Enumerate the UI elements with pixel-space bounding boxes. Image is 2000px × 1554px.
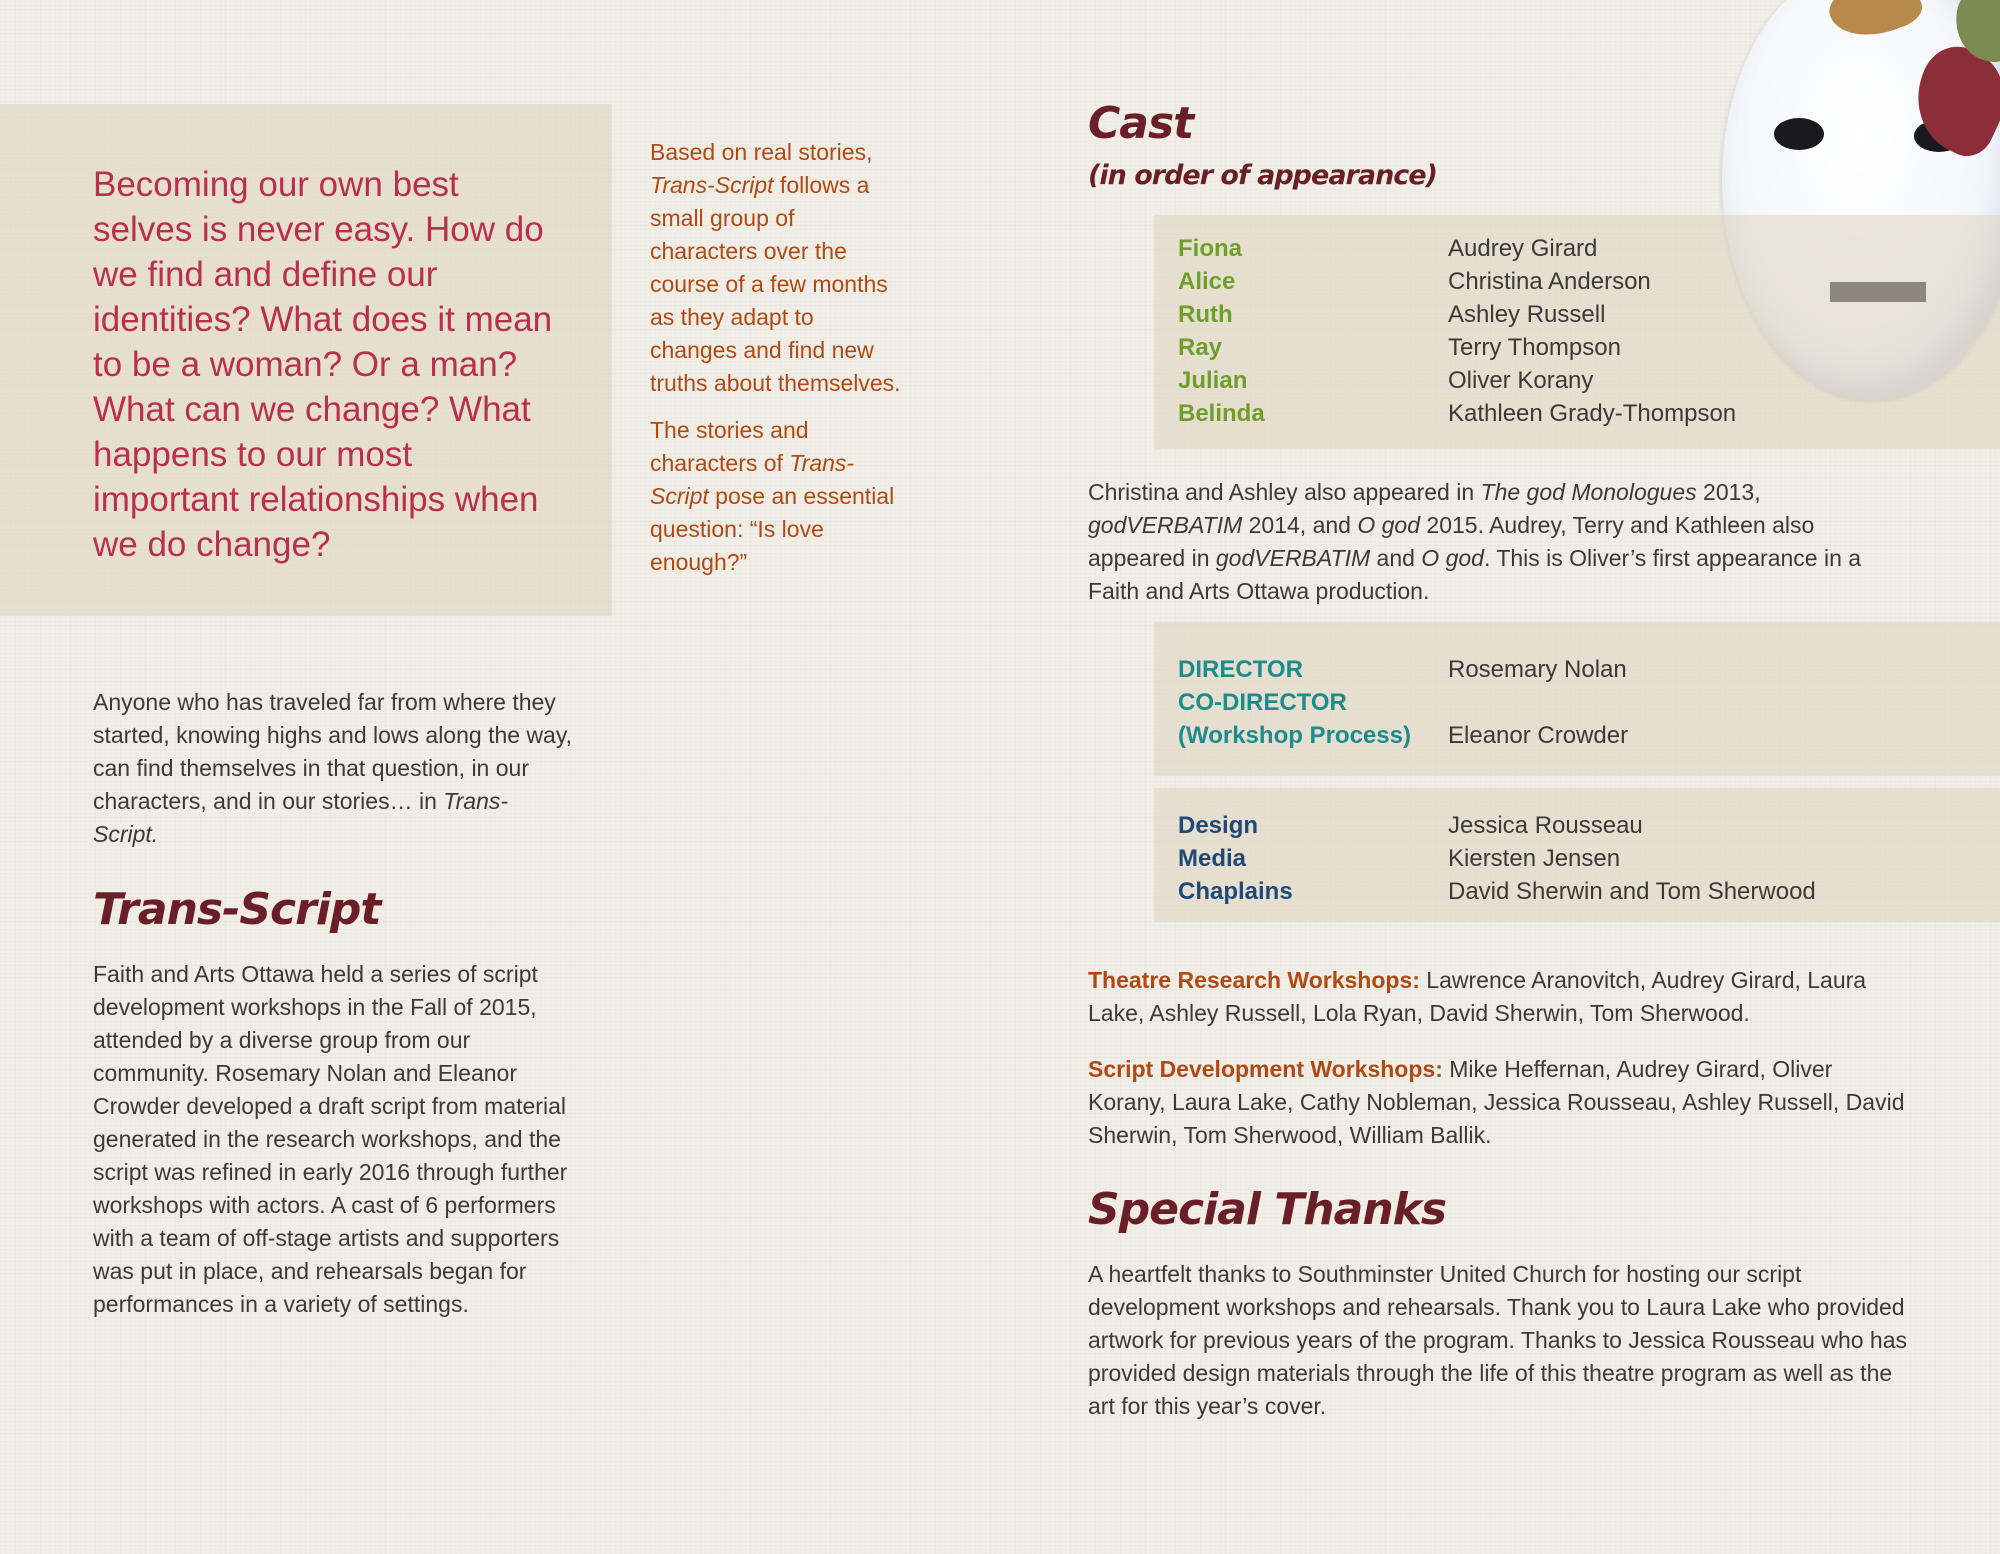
cast-actor: Audrey Girard <box>1448 235 1598 262</box>
cast-heading: Cast <box>1088 98 1194 149</box>
trans-script-heading: Trans-Script <box>93 884 381 935</box>
research-workshops-names: Lawrence Aranovitch, Audrey Girard, Laura Lake, Ashley Russell, Lola Ryan, David Sherwin, Tom Sherwood. <box>1088 967 1867 1026</box>
script-workshops <box>1088 1053 1908 1152</box>
crew-name: Jessica Rousseau <box>1448 812 1643 839</box>
crew-list <box>1178 809 1816 908</box>
cast-list <box>1178 232 1736 430</box>
codirector-row <box>1178 686 1628 719</box>
codirector-name: Eleanor Crowder <box>1448 722 1629 749</box>
cast-row <box>1178 331 1736 364</box>
cast-row <box>1178 397 1736 430</box>
sidebar-text-span: The stories and characters of <box>650 417 809 476</box>
cast-row <box>1178 232 1736 265</box>
research-workshops-label: Theatre Research Workshops: <box>1088 967 1420 993</box>
cast-role: Ruth <box>1178 301 1233 328</box>
crew-name: David Sherwin and Tom Sherwood <box>1448 878 1816 905</box>
cast-note-text: 2014, and <box>1242 512 1358 538</box>
cast-role: Belinda <box>1178 400 1265 427</box>
intro-quote: Becoming our own best selves is never easy. How do we find and define our identities? What does it mean to be a woman? Or a man? What can we change? What happens to our most important relationships when we do change? <box>93 165 553 564</box>
sidebar-text-span: Based on real stories, <box>650 139 873 165</box>
cast-role: Julian <box>1178 367 1248 394</box>
cast-subheading: (in order of appearance) <box>1088 160 1437 191</box>
sidebar-text-span: pose an essential question: “Is love enough?” <box>650 483 895 575</box>
crew-role: Chaplains <box>1178 878 1293 905</box>
production-title: O god <box>1357 512 1421 538</box>
show-title-italic: Trans-Script. <box>93 788 509 847</box>
crew-name: Kiersten Jensen <box>1448 845 1621 872</box>
cast-note-text: . This is Oliver’s first appearance in a Faith and Arts Ottawa production. <box>1088 545 1862 604</box>
script-workshops-names: Mike Heffernan, Audrey Girard, Oliver Korany, Laura Lake, Cathy Nobleman, Jessica Rousseau, Ashley Russell, David Sherwin, Tom Sherwood, William Ballik. <box>1088 1056 1905 1148</box>
director-name: Rosemary Nolan <box>1448 656 1627 683</box>
cast-row <box>1178 298 1736 331</box>
cast-role: Alice <box>1178 268 1236 295</box>
special-thanks-heading: Special Thanks <box>1088 1184 1447 1235</box>
director-label: DIRECTOR <box>1178 656 1303 683</box>
crew-row <box>1178 809 1816 842</box>
codirector-sublabel: (Workshop Process) <box>1178 722 1411 749</box>
direction-list <box>1178 653 1628 752</box>
show-title-italic: Trans-Script <box>650 172 774 198</box>
cast-actor: Ashley Russell <box>1448 301 1606 328</box>
production-title: O god <box>1421 545 1484 571</box>
production-title: The god Monologues <box>1480 479 1697 505</box>
sidebar-paragraph <box>650 414 905 579</box>
trans-script-body: Faith and Arts Ottawa held a series of script development workshops in the Fall of 2015, attended by a diverse group from our community. Rosemary Nolan and Eleanor Crowder developed a draft script from material generated in the research workshops, and the script was refined in early 2016 through further workshops with actors. A cast of 6 performers with a team of off-stage artists and supporters was put in place, and rehearsals began for performances in a variety of settings. <box>93 961 568 1317</box>
cast-note-text: Christina and Ashley also appeared in <box>1088 479 1481 505</box>
script-workshops-label: Script Development Workshops: <box>1088 1056 1443 1082</box>
director-row <box>1178 653 1628 686</box>
cast-actor: Oliver Korany <box>1448 367 1594 394</box>
cast-note <box>1088 476 1888 608</box>
sidebar-text <box>650 136 905 593</box>
cast-role: Fiona <box>1178 235 1242 262</box>
show-title-italic: Trans-Script <box>650 450 855 509</box>
cast-actor: Christina Anderson <box>1448 268 1651 295</box>
sidebar-paragraph <box>650 136 905 400</box>
sidebar-text-span: follows a small group of characters over the course of a few months as they adapt to changes and find new truths about themselves. <box>650 172 901 396</box>
production-title: godVERBATIM <box>1088 512 1243 538</box>
codirector-row <box>1178 719 1628 752</box>
crew-role: Design <box>1178 812 1259 839</box>
cast-row <box>1178 265 1736 298</box>
crew-role: Media <box>1178 845 1247 872</box>
cast-row <box>1178 364 1736 397</box>
crew-row <box>1178 842 1816 875</box>
special-thanks-body: A heartfelt thanks to Southminster United Church for hosting our script development workshops and rehearsals. Thank you to Laura Lake who provided artwork for previous years of the program. Thanks to Jessica Rousseau who has provided design materials through the life of this theatre program as well as the art for this year’s cover. <box>1088 1261 1908 1419</box>
crew-row <box>1178 875 1816 908</box>
cast-note-text: 2013, <box>1696 479 1761 505</box>
cast-note-text: and <box>1370 545 1422 571</box>
cast-actor: Terry Thompson <box>1448 334 1621 361</box>
production-title: godVERBATIM <box>1215 545 1371 571</box>
cast-actor: Kathleen Grady-Thompson <box>1448 400 1737 427</box>
codirector-label: CO-DIRECTOR <box>1178 689 1347 716</box>
research-workshops <box>1088 964 1908 1030</box>
intro-paragraph <box>93 686 573 851</box>
cast-note-text: 2015. Audrey, Terry and Kathleen also appeared in <box>1088 512 1815 571</box>
mask-left-eye <box>1774 118 1824 150</box>
cast-role: Ray <box>1178 334 1223 361</box>
intro-paragraph-text: Anyone who has traveled far from where they started, knowing highs and lows along the way, can find themselves in that question, in our characters, and in our stories… in <box>93 689 573 814</box>
